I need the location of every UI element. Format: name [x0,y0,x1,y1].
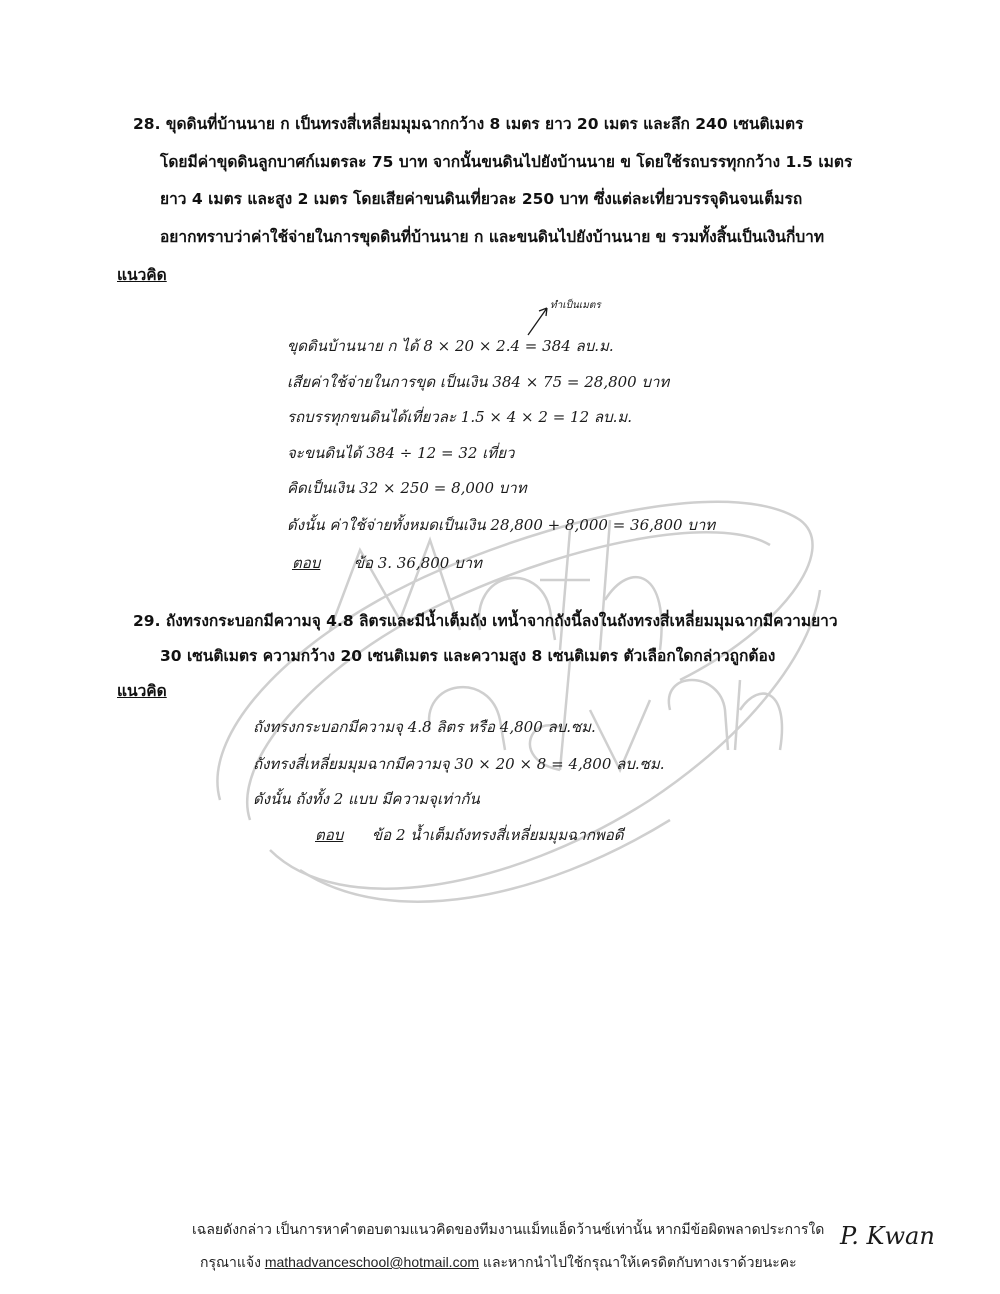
q28-work-line-4: จะขนดินได้ 384 ÷ 12 = 32 เที่ยว [287,444,515,462]
q28-work-line-1: ขุดดินบ้านนาย ก ได้ 8 × 20 × 2.4 = 384 ลบ.ม. [287,337,614,355]
q28-answer-label: ตอบ [292,554,321,572]
footer-contact [200,1252,797,1274]
q28-line-2: โดยมีค่าขุดดินลูกบาศก์เมตรละ 75 บาท จากนั้นขนดินไปยังบ้านนาย ข โดยใช้รถบรรทุกกว้าง 1.5 เมตร [160,153,853,171]
footer-email-link[interactable]: mathadvanceschool@hotmail.com [264,1254,480,1270]
q28-unit-annotation: ทำเป็นเมตร [550,300,601,311]
q29-answer [315,823,624,847]
q28-work-line-5: คิดเป็นเงิน 32 × 250 = 8,000 บาท [287,479,527,497]
q28-line-4: อยากทราบว่าค่าใช้จ่ายในการขุดดินที่บ้านนาย ก และขนดินไปยังบ้านนาย ข รวมทั้งสิ้นเป็นเงินกี่บาท [160,228,825,246]
q28-answer-text: ข้อ 3. 36,800 บาท [353,554,482,572]
q28-concept-label: แนวคิด [117,266,167,284]
footer-disclaimer: เฉลยดังกล่าว เป็นการหาคำตอบตามแนวคิดของทีมงานแม็ทแอ็ดว้านซ์เท่านั้น หากมีข้อผิดพลาดประการใด [192,1221,825,1237]
q28-answer [292,551,482,575]
q28-work-line-3: รถบรรทุกขนดินได้เที่ยวละ 1.5 × 4 × 2 = 12 ลบ.ม. [287,408,633,426]
q29-answer-text: ข้อ 2 น้ำเต็มถังทรงสี่เหลี่ยมมุมฉากพอดี [371,826,624,844]
q29-work-line-1: ถังทรงกระบอกมีความจุ 4.8 ลิตร หรือ 4,800 ลบ.ซม. [253,718,596,736]
q29-work-line-2: ถังทรงสี่เหลี่ยมมุมฉากมีความจุ 30 × 20 × 8 = 4,800 ลบ.ซม. [253,755,665,773]
q28-line-3: ยาว 4 เมตร และสูง 2 เมตร โดยเสียค่าขนดินเที่ยวละ 250 บาท ซึ่งแต่ละเที่ยวบรรจุดินจนเต็มรถ [160,190,803,208]
q28-line-1: 28. ขุดดินที่บ้านนาย ก เป็นทรงสี่เหลี่ยมมุมฉากกว้าง 8 เมตร ยาว 20 เมตร และลึก 240 เซนติเมตร [133,115,804,133]
q28-work-line-6: ดังนั้น ค่าใช้จ่ายทั้งหมดเป็นเงิน 28,800 + 8,000 = 36,800 บาท [287,516,716,534]
annotation-arrow-icon [525,302,555,337]
signature: P. Kwan [840,1222,935,1250]
q29-answer-label: ตอบ [315,826,344,844]
footer-contact-suffix: และหากนำไปใช้กรุณาให้เครดิตกับทางเราด้วยนะคะ [479,1254,797,1270]
q29-concept-label: แนวคิด [117,682,167,700]
q28-work-line-2: เสียค่าใช้จ่ายในการขุด เป็นเงิน 384 × 75 = 28,800 บาท [287,373,670,391]
footer-contact-prefix: กรุณาแจ้ง [200,1254,265,1270]
q29-work-line-3: ดังนั้น ถังทั้ง 2 แบบ มีความจุเท่ากัน [253,790,480,808]
q29-line-1: 29. ถังทรงกระบอกมีความจุ 4.8 ลิตรและมีน้ำเต็มถัง เทน้ำจากถังนี้ลงในถังทรงสี่เหลี่ยมมุมฉากมีความยาว [133,612,838,630]
q29-line-2: 30 เซนติเมตร ความกว้าง 20 เซนติเมตร และความสูง 8 เซนติเมตร ตัวเลือกใดกล่าวถูกต้อง [160,647,776,665]
